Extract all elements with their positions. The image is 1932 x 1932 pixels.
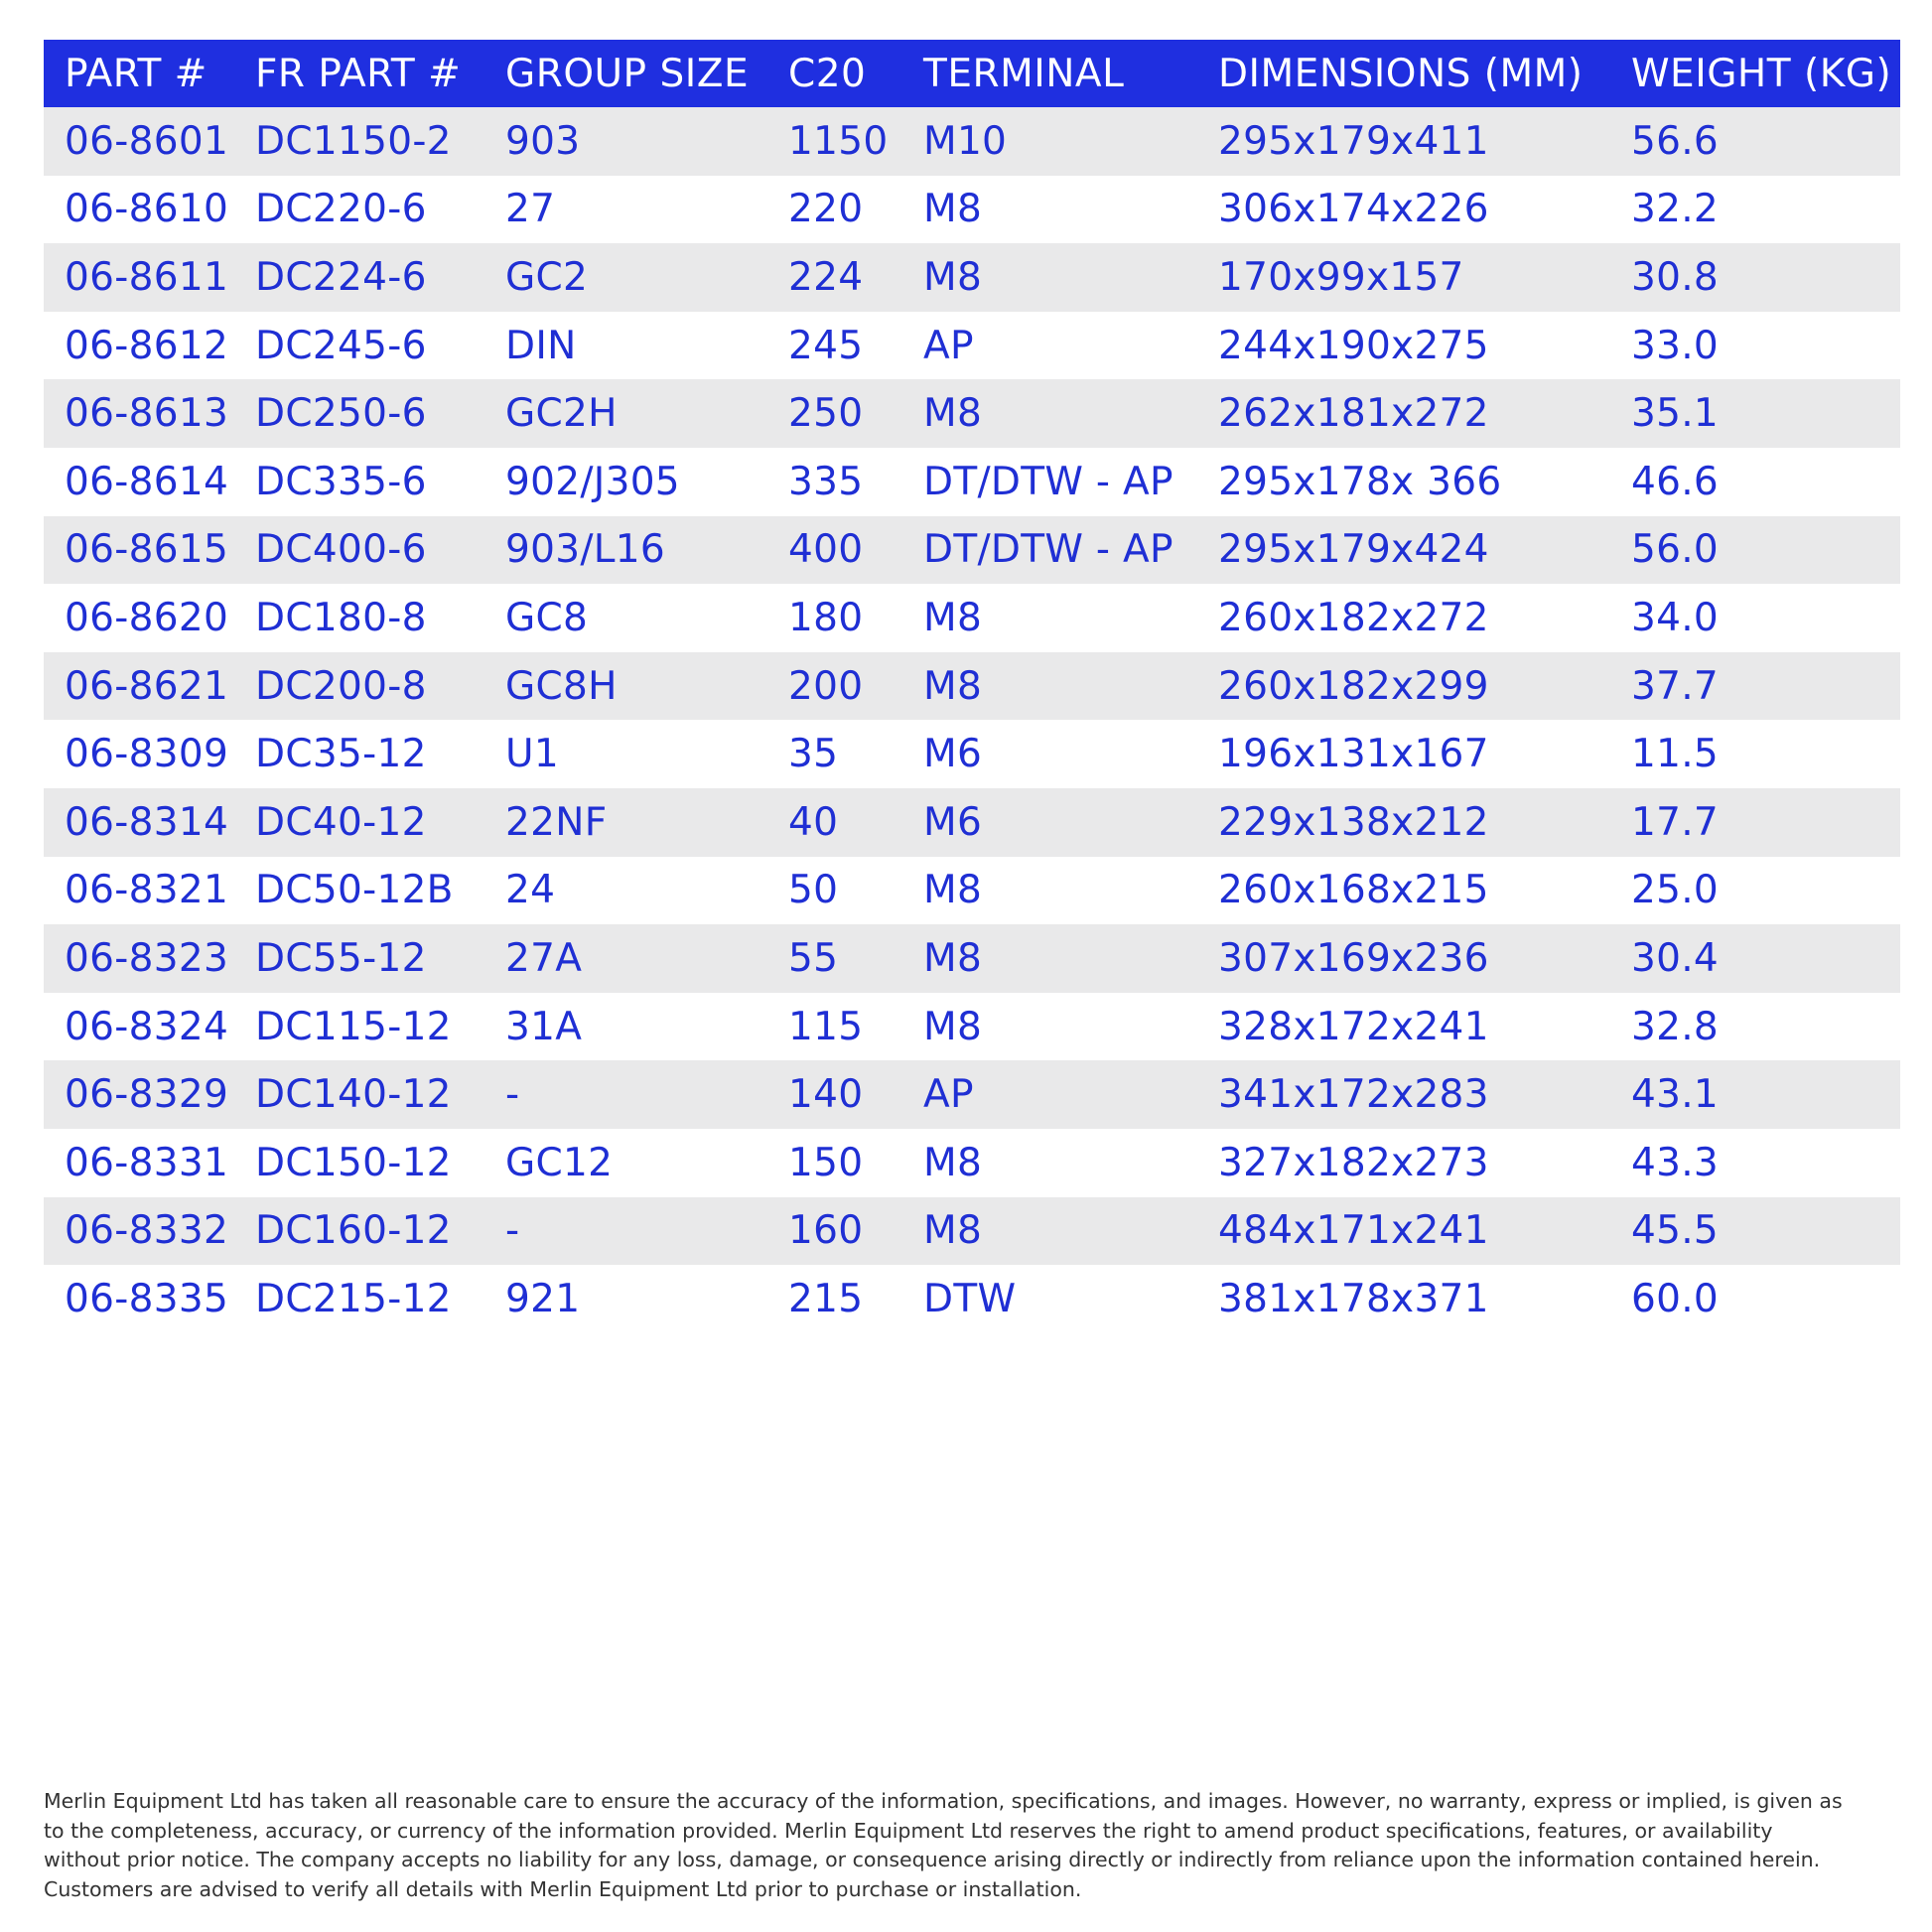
fr-part-number-cell: DC115-12: [255, 1004, 452, 1049]
fr-part-number-cell: DC35-12: [255, 732, 427, 777]
table-row: [44, 924, 1900, 993]
group-size-cell: -: [505, 1208, 520, 1254]
header-fr-part-number: FR PART #: [255, 51, 462, 96]
fr-part-number-cell: DC50-12B: [255, 868, 454, 913]
table-row: [44, 788, 1900, 857]
part-number-cell: 06-8614: [65, 459, 229, 504]
table-row: [44, 652, 1900, 721]
terminal-cell: AP: [923, 323, 974, 368]
terminal-cell: M8: [923, 663, 983, 709]
terminal-cell: DT/DTW - AP: [923, 527, 1173, 573]
header-c20: C20: [788, 51, 867, 96]
weight-cell: 33.0: [1631, 323, 1720, 368]
table-row: [44, 448, 1900, 516]
c20-cell: 50: [788, 868, 839, 913]
terminal-cell: M8: [923, 1004, 983, 1049]
fr-part-number-cell: DC245-6: [255, 323, 427, 368]
c20-cell: 150: [788, 1140, 864, 1185]
header-dimensions: DIMENSIONS (MM): [1218, 51, 1584, 96]
dimensions-cell: 306x174x226: [1218, 187, 1489, 232]
dimensions-cell: 229x138x212: [1218, 799, 1489, 845]
table-row: [44, 243, 1900, 312]
weight-cell: 34.0: [1631, 595, 1720, 640]
terminal-cell: M8: [923, 935, 983, 981]
dimensions-cell: 196x131x167: [1218, 732, 1489, 777]
terminal-cell: M8: [923, 254, 983, 300]
part-number-cell: 06-8331: [65, 1140, 229, 1185]
weight-cell: 46.6: [1631, 459, 1720, 504]
terminal-cell: AP: [923, 1072, 974, 1118]
part-number-cell: 06-8620: [65, 595, 229, 640]
dimensions-cell: 295x179x424: [1218, 527, 1489, 573]
part-number-cell: 06-8601: [65, 118, 229, 164]
table-row: [44, 584, 1900, 652]
table-row: [44, 176, 1900, 244]
group-size-cell: GC2H: [505, 391, 618, 437]
weight-cell: 56.0: [1631, 527, 1720, 573]
dimensions-cell: 484x171x241: [1218, 1208, 1489, 1254]
c20-cell: 40: [788, 799, 839, 845]
fr-part-number-cell: DC150-12: [255, 1140, 452, 1185]
group-size-cell: -: [505, 1072, 520, 1118]
dimensions-cell: 260x168x215: [1218, 868, 1489, 913]
dimensions-cell: 381x178x371: [1218, 1276, 1489, 1321]
group-size-cell: 27: [505, 187, 556, 232]
group-size-cell: 24: [505, 868, 556, 913]
terminal-cell: DT/DTW - AP: [923, 459, 1173, 504]
terminal-cell: DTW: [923, 1276, 1017, 1321]
dimensions-cell: 260x182x299: [1218, 663, 1489, 709]
fr-part-number-cell: DC40-12: [255, 799, 427, 845]
fr-part-number-cell: DC215-12: [255, 1276, 452, 1321]
group-size-cell: 902/J305: [505, 459, 680, 504]
weight-cell: 32.8: [1631, 1004, 1720, 1049]
fr-part-number-cell: DC250-6: [255, 391, 427, 437]
disclaimer-line: to the completeness, accuracy, or currency of the information provided. Merlin Equipment Ltd reserves the right to amend product specifications, features, or availability: [44, 1818, 1773, 1843]
weight-cell: 30.8: [1631, 254, 1720, 300]
table-row: [44, 312, 1900, 380]
table-row: [44, 1060, 1900, 1129]
c20-cell: 140: [788, 1072, 864, 1118]
fr-part-number-cell: DC180-8: [255, 595, 427, 640]
part-number-cell: 06-8621: [65, 663, 229, 709]
part-number-cell: 06-8323: [65, 935, 229, 981]
terminal-cell: M8: [923, 1140, 983, 1185]
fr-part-number-cell: DC200-8: [255, 663, 427, 709]
terminal-cell: M8: [923, 391, 983, 437]
battery-spec-table: [44, 40, 1900, 1333]
terminal-cell: M8: [923, 595, 983, 640]
table-row: [44, 1129, 1900, 1197]
group-size-cell: GC8H: [505, 663, 618, 709]
dimensions-cell: 262x181x272: [1218, 391, 1489, 437]
part-number-cell: 06-8314: [65, 799, 229, 845]
disclaimer: [44, 1787, 1892, 1904]
weight-cell: 43.3: [1631, 1140, 1720, 1185]
dimensions-cell: 260x182x272: [1218, 595, 1489, 640]
fr-part-number-cell: DC224-6: [255, 254, 427, 300]
weight-cell: 35.1: [1631, 391, 1720, 437]
fr-part-number-cell: DC1150-2: [255, 118, 452, 164]
table-header-row: [44, 40, 1900, 107]
table-row: [44, 516, 1900, 585]
dimensions-cell: 295x179x411: [1218, 118, 1489, 164]
part-number-cell: 06-8309: [65, 732, 229, 777]
part-number-cell: 06-8612: [65, 323, 229, 368]
c20-cell: 220: [788, 187, 864, 232]
c20-cell: 35: [788, 732, 839, 777]
c20-cell: 55: [788, 935, 839, 981]
group-size-cell: 921: [505, 1276, 581, 1321]
part-number-cell: 06-8329: [65, 1072, 229, 1118]
c20-cell: 200: [788, 663, 864, 709]
weight-cell: 25.0: [1631, 868, 1720, 913]
disclaimer-line: Customers are advised to verify all details with Merlin Equipment Ltd prior to purchase or installation.: [44, 1876, 1082, 1901]
table-row: [44, 720, 1900, 788]
c20-cell: 180: [788, 595, 864, 640]
terminal-cell: M6: [923, 732, 983, 777]
group-size-cell: 31A: [505, 1004, 583, 1049]
weight-cell: 43.1: [1631, 1072, 1720, 1118]
header-terminal: TERMINAL: [923, 51, 1125, 96]
table-row: [44, 107, 1900, 176]
weight-cell: 56.6: [1631, 118, 1720, 164]
weight-cell: 11.5: [1631, 732, 1720, 777]
table-row: [44, 1265, 1900, 1333]
disclaimer-line: without prior notice. The company accepts no liability for any loss, damage, or consequence arising directly or indirectly from reliance upon the information contained herein.: [44, 1848, 1821, 1871]
fr-part-number-cell: DC160-12: [255, 1208, 452, 1254]
dimensions-cell: 295x178x 366: [1218, 459, 1502, 504]
part-number-cell: 06-8610: [65, 187, 229, 232]
weight-cell: 37.7: [1631, 663, 1720, 709]
table-row: [44, 993, 1900, 1061]
part-number-cell: 06-8335: [65, 1276, 229, 1321]
group-size-cell: DIN: [505, 323, 577, 368]
dimensions-cell: 307x169x236: [1218, 935, 1489, 981]
terminal-cell: M8: [923, 868, 983, 913]
group-size-cell: 903/L16: [505, 527, 666, 573]
part-number-cell: 06-8321: [65, 868, 229, 913]
group-size-cell: GC12: [505, 1140, 614, 1185]
c20-cell: 250: [788, 391, 864, 437]
group-size-cell: GC8: [505, 595, 589, 640]
fr-part-number-cell: DC335-6: [255, 459, 427, 504]
group-size-cell: 27A: [505, 935, 583, 981]
table-body: [44, 107, 1900, 1333]
header-group-size: GROUP SIZE: [505, 51, 750, 96]
c20-cell: 400: [788, 527, 864, 573]
fr-part-number-cell: DC140-12: [255, 1072, 452, 1118]
c20-cell: 245: [788, 323, 864, 368]
part-number-cell: 06-8611: [65, 254, 229, 300]
c20-cell: 115: [788, 1004, 864, 1049]
part-number-cell: 06-8332: [65, 1208, 229, 1254]
c20-cell: 215: [788, 1276, 864, 1321]
terminal-cell: M10: [923, 118, 1008, 164]
weight-cell: 60.0: [1631, 1276, 1720, 1321]
terminal-cell: M8: [923, 187, 983, 232]
c20-cell: 224: [788, 254, 864, 300]
weight-cell: 17.7: [1631, 799, 1720, 845]
c20-cell: 160: [788, 1208, 864, 1254]
dimensions-cell: 341x172x283: [1218, 1072, 1489, 1118]
table-row: [44, 379, 1900, 448]
weight-cell: 30.4: [1631, 935, 1720, 981]
table-row: [44, 857, 1900, 925]
header-weight: WEIGHT (KG): [1631, 51, 1892, 96]
fr-part-number-cell: DC220-6: [255, 187, 427, 232]
terminal-cell: M8: [923, 1208, 983, 1254]
group-size-cell: U1: [505, 732, 559, 777]
part-number-cell: 06-8615: [65, 527, 229, 573]
fr-part-number-cell: DC55-12: [255, 935, 427, 981]
part-number-cell: 06-8613: [65, 391, 229, 437]
group-size-cell: 22NF: [505, 799, 608, 845]
group-size-cell: GC2: [505, 254, 589, 300]
dimensions-cell: 170x99x157: [1218, 254, 1464, 300]
weight-cell: 32.2: [1631, 187, 1720, 232]
c20-cell: 335: [788, 459, 864, 504]
group-size-cell: 903: [505, 118, 581, 164]
dimensions-cell: 244x190x275: [1218, 323, 1489, 368]
fr-part-number-cell: DC400-6: [255, 527, 427, 573]
table-row: [44, 1197, 1900, 1266]
c20-cell: 1150: [788, 118, 889, 164]
part-number-cell: 06-8324: [65, 1004, 229, 1049]
disclaimer-line: Merlin Equipment Ltd has taken all reasonable care to ensure the accuracy of the information, specifications, and images. However, no warranty, express or implied, is given as: [44, 1789, 1843, 1813]
weight-cell: 45.5: [1631, 1208, 1720, 1254]
terminal-cell: M6: [923, 799, 983, 845]
header-part-number: PART #: [65, 51, 207, 96]
dimensions-cell: 328x172x241: [1218, 1004, 1489, 1049]
dimensions-cell: 327x182x273: [1218, 1140, 1489, 1185]
